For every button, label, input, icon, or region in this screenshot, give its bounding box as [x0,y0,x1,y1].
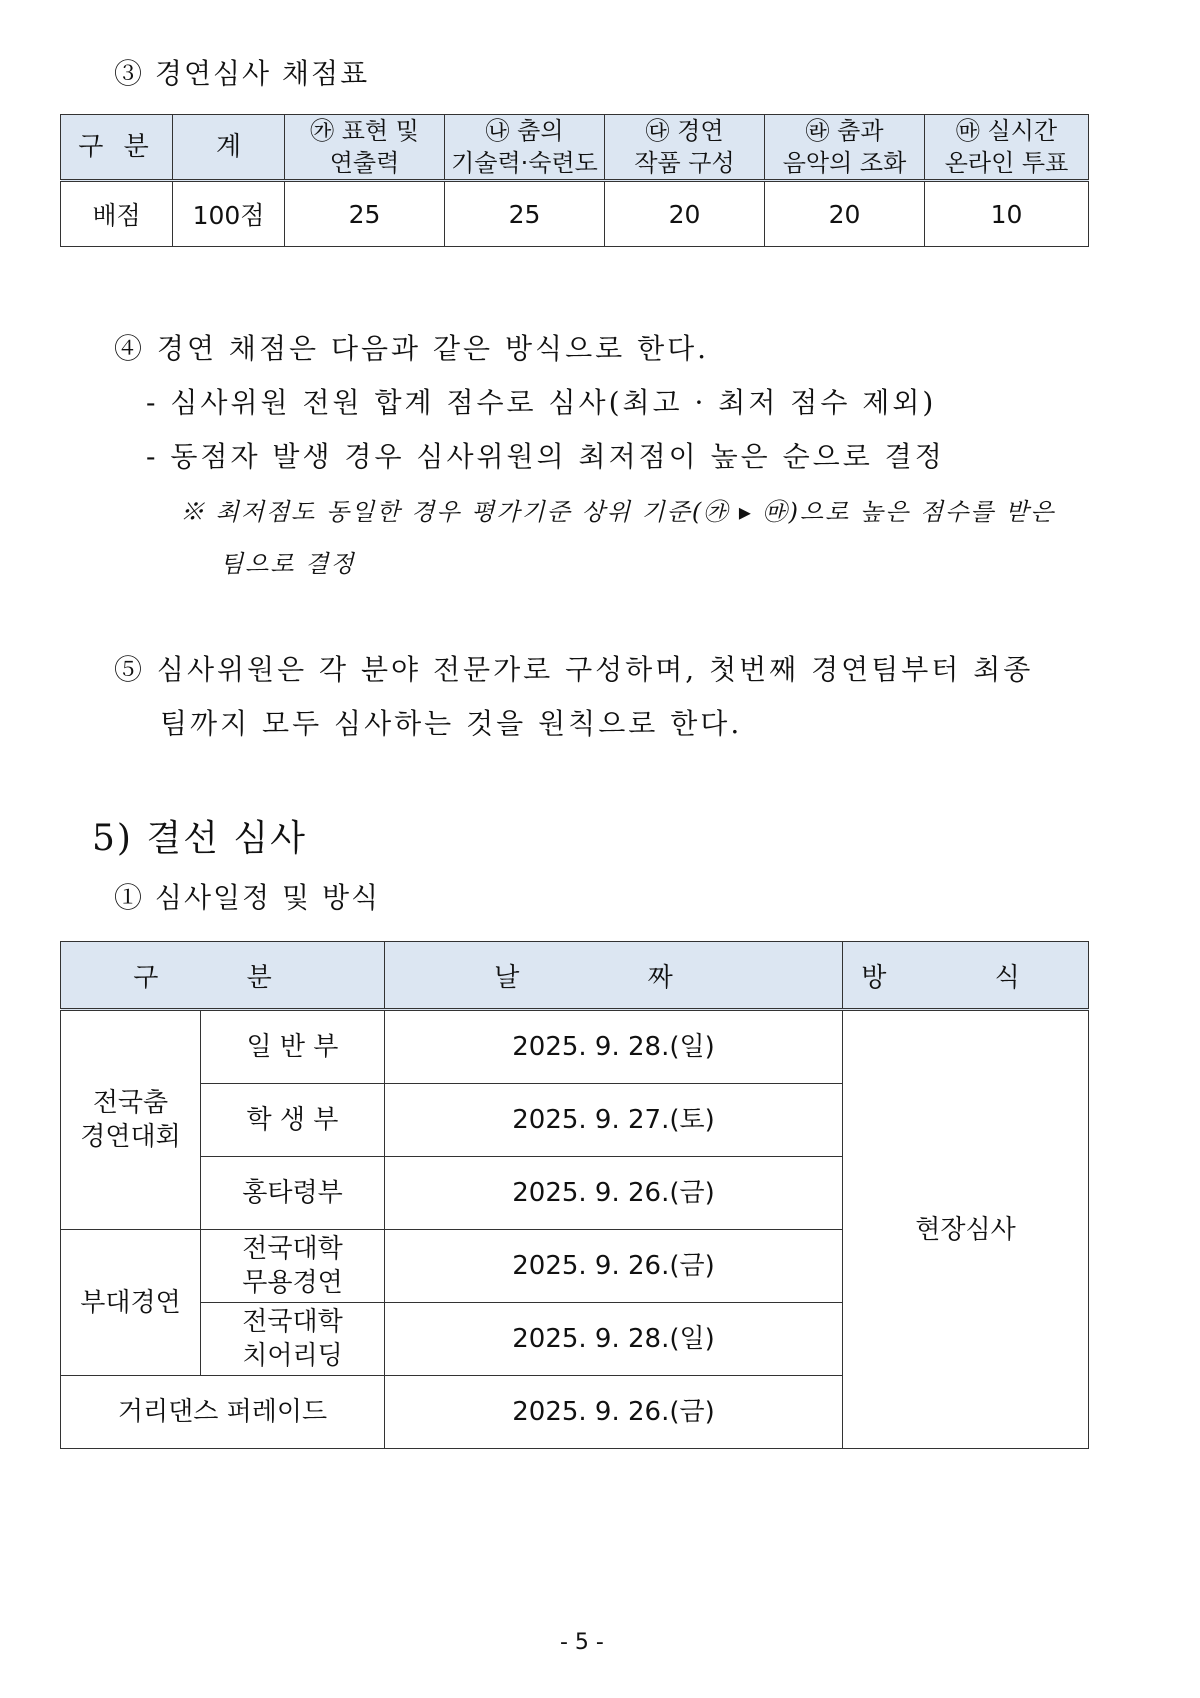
schedule-header-date: 날 짜 [385,942,843,1010]
schedule-header-category: 구 분 [61,942,385,1010]
score-expression: 25 [285,181,445,247]
score-header-online-vote: ㉲ 실시간 온라인 투표 [925,115,1089,181]
final-schedule-heading: ① 심사일정 및 방식 [114,881,381,914]
schedule-table [60,941,1089,1449]
rule4-heading: ④ 경연 채점은 다음과 같은 방식으로 한다. [114,332,710,365]
score-header-harmony: ㉱ 춤과 음악의 조화 [765,115,925,181]
score-composition: 20 [605,181,765,247]
date-university-cheerleading: 2025. 9. 28.(일) [385,1303,843,1376]
date-hongtaryeong: 2025. 9. 26.(금) [385,1157,843,1230]
rule5-line1: ⑤ 심사위원은 각 분야 전문가로 구성하며, 첫번째 경연팀부터 최종 [114,653,1034,686]
date-street-parade: 2025. 9. 26.(금) [385,1376,843,1449]
method-onsite: 현장심사 [843,1010,1089,1449]
score-total: 100점 [173,181,285,247]
rule5-line2: 팀까지 모두 심사하는 것을 원칙으로 한다. [160,707,743,740]
score-technique: 25 [445,181,605,247]
group-street-parade: 거리댄스 퍼레이드 [61,1376,385,1449]
rule4-bullet-1: - 심사위원 전원 합계 점수로 심사(최고 · 최저 점수 제외) [146,386,937,419]
final-section-title: 5) 결선 심사 [92,818,307,859]
score-header-technique: ㉯ 춤의 기술력·숙련도 [445,115,605,181]
group-side-events: 부대경연 [61,1230,201,1376]
rule4-note-line2: 팀으로 결정 [220,550,356,578]
table-row [61,1010,1089,1084]
score-row-label: 배점 [61,181,173,247]
group-national-contest: 전국춤 경연대회 [61,1010,201,1230]
rule4-bullet-2: - 동점자 발생 경우 심사위원의 최저점이 높은 순으로 결정 [146,440,945,473]
score-header-category: 구 분 [61,115,173,181]
page-number: - 5 - [560,1630,604,1655]
schedule-header-method: 방 식 [843,942,1089,1010]
score-online-vote: 10 [925,181,1089,247]
score-header-composition: ㉰ 경연 작품 구성 [605,115,765,181]
date-general: 2025. 9. 28.(일) [385,1010,843,1084]
date-university-dance: 2025. 9. 26.(금) [385,1230,843,1303]
sub-general: 일 반 부 [201,1010,385,1084]
score-table [60,114,1089,247]
rule4-note-line1: ※ 최저점도 동일한 경우 평가기준 상위 기준(㉮ ▸ ㉲)으로 높은 점수를 받은 [180,498,1056,526]
date-student: 2025. 9. 27.(토) [385,1084,843,1157]
score-harmony: 20 [765,181,925,247]
score-table-heading: ③ 경연심사 채점표 [114,57,370,90]
sub-hongtaryeong: 홍타령부 [201,1157,385,1230]
sub-student: 학 생 부 [201,1084,385,1157]
score-header-total: 계 [173,115,285,181]
sub-university-dance: 전국대학 무용경연 [201,1230,385,1303]
score-header-expression: ㉮ 표현 및 연출력 [285,115,445,181]
sub-university-cheerleading: 전국대학 치어리딩 [201,1303,385,1376]
